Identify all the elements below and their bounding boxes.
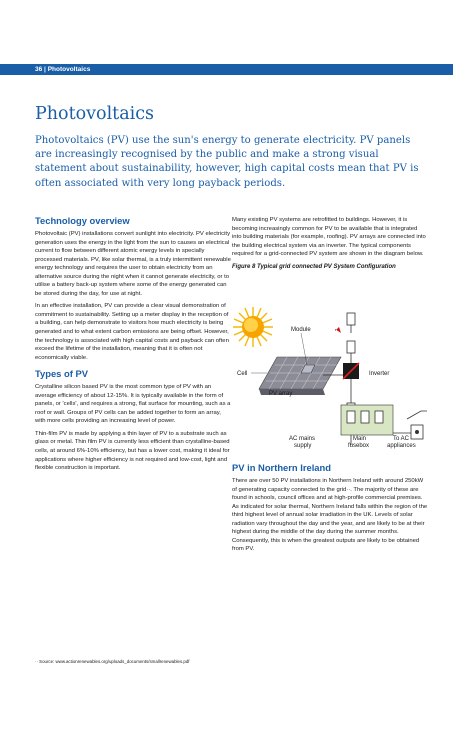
types-paragraph-2: Thin-film PV is made by applying a thin layer of PV to a substrate such as glass or metal. Thin film PV is currently less efficient than crystalline-based cells, at around 6%-10% efficiency, but has a lower cost, making it ideal for applications where higher efficiency is not required and low-cost, light and flexible construction is important. <box>35 430 230 472</box>
header-bar <box>0 64 453 75</box>
label-inverter: Inverter <box>369 371 390 377</box>
running-header <box>35 64 90 75</box>
label-main: Main <box>353 436 367 442</box>
intro-paragraph: Photovoltaics (PV) use the sun's energy to generate electricity. PV panels are increasingly recognised by the public and make a strong visual statement about sustainability, however, high capital costs mean that PV is often associated with very long payback periods. <box>35 135 419 189</box>
pv-system-diagram <box>231 307 441 457</box>
header-separator: | <box>44 66 46 73</box>
types-paragraph-1: Crystalline silicon based PV is the most common type of PV with an average efficiency of about 12-15%. It is typically available in the form of panels, or 'cells', and requires a strong, flat surface for mounting, such as a roof or wall. Groups of PV cells can be added together to form an array, with more cells providing an increasing level of power. <box>35 384 231 425</box>
socket-icon <box>411 425 423 439</box>
tech-paragraph-2: In an effective installation, PV can provide a clear visual demonstration of commitment to sustainability. Setting up a meter display in the reception of a building, can help demonstrate to visitors how much electricity is being generated and to what extent carbon emissions are being offset. However, the technology is associated with high capital costs and payback can often exceed the lifetime of the installation, meaning that it is often not economically viable. <box>35 303 229 361</box>
left-column <box>35 215 231 477</box>
top-isolator-icon <box>347 313 355 325</box>
label-pv-array: PV array <box>269 391 293 397</box>
dc-isolator-icon <box>347 341 355 353</box>
figure-caption: Figure 8 Typical grid connected PV System Configuration <box>232 263 396 270</box>
label-appliances: appliances <box>387 443 416 449</box>
label-module: Module <box>291 327 311 333</box>
label-ac-mains: AC mains <box>289 436 316 442</box>
right-column <box>232 216 428 271</box>
heading-pv-northern-ireland: PV in Northern Ireland <box>232 462 331 473</box>
right-column-lower <box>232 462 428 558</box>
page-number: 36 <box>35 66 43 73</box>
tech-paragraph-1: Photovoltaic (PV) installations convert sunlight into electricity. PV electricity generation uses the energy in the light from the sun to causes an electrical current to flow between different atomic energy levels in specially processed materials. PV, like solar thermal, is a truly intermittent renewable energy technology and requires the user to obtain electricity from an alternative source during the night when it cannot generate electricity, or to utilise a battery back-up system where some of the energy generated can be stored during the day, for use at night. <box>35 231 231 297</box>
ni-paragraph: There are over 50 PV installations in Northern Ireland with around 250kW of generating capacity connected to the grid··. The majority of these are found in schools, council offices and at high-profile commercial premises. As indicated for solar thermal, Northern Ireland falls within the region of the third highest level of annual solar irradiation in the UK. Levels of solar radiation vary throughout the day and the year, and are likely to be at their highest during the middle of the day during the summer months. Consequently, this is when the greatest outputs are likely to be obtained from PV. <box>232 478 428 553</box>
pv-array-panels <box>259 357 341 395</box>
label-to-ac: To AC <box>393 436 410 442</box>
heading-types-of-pv: Types of PV <box>35 368 88 380</box>
footnote: ·· Source: www.actionrenewables.org/uploads_documents/smallrenewables.pdf <box>35 659 190 664</box>
heading-technology-overview: Technology overview <box>35 215 130 226</box>
sun-icon <box>233 307 273 347</box>
label-supply: supply <box>294 443 312 449</box>
label-cell: Cell <box>237 371 248 377</box>
right-intro-paragraph: Many existing PV systems are retrofitted to buildings. However, it is becoming increasingly common for PV to be available that is integrated into building materials (for example, roofing). PV arrays are connected into the building electrical system via an inverter. The typical components required for a grid-connected PV system are shown in the diagram below. <box>232 217 426 258</box>
inverter-icon <box>343 363 359 379</box>
arrow-icon <box>335 327 341 333</box>
label-fusebox: fusebox <box>348 443 370 449</box>
page-title: Photovoltaics <box>35 104 155 124</box>
header-section: Photovoltaics <box>47 66 91 73</box>
fusebox-icon <box>341 405 393 435</box>
